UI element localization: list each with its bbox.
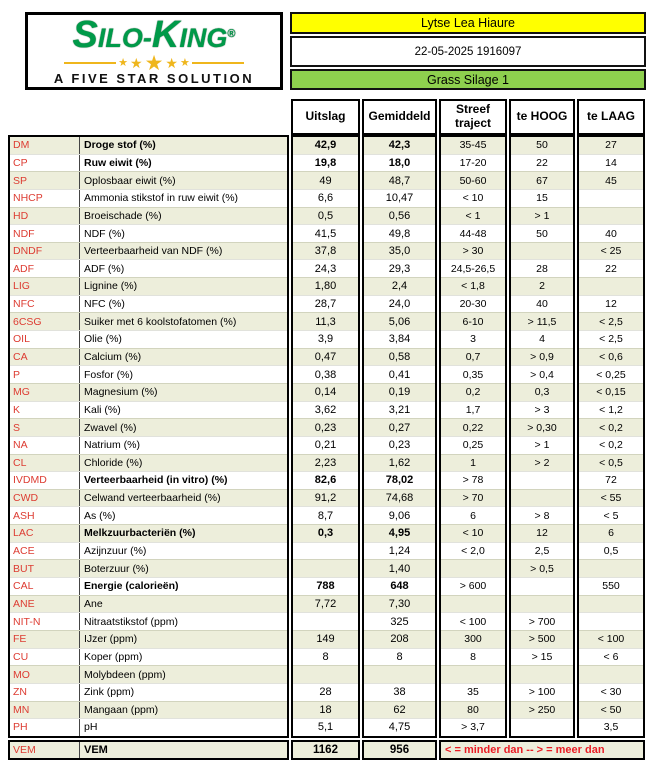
hoog-value-cell: 4 (511, 330, 573, 348)
table-row (10, 683, 287, 701)
laag-value-cell: 3,5 (579, 718, 643, 736)
uitslag-value-cell: 19,8 (293, 154, 358, 172)
uitslag-value-cell: 5,1 (293, 718, 358, 736)
hoog-value-cell: 0,3 (511, 383, 573, 401)
table-row (10, 224, 287, 242)
table-row (10, 718, 287, 736)
legend-footnote: < = minder dan -- > = meer dan (439, 740, 645, 760)
laag-value-cell (579, 277, 643, 295)
row-label: Verteerbaarheid van NDF (%) (84, 245, 223, 258)
laag-value-cell: 550 (579, 577, 643, 595)
row-code: CWD (10, 490, 80, 507)
uitslag-value-cell (293, 542, 358, 560)
table-row (10, 383, 287, 401)
streef-value-cell: 24,5-26,5 (441, 259, 505, 277)
table-row (10, 277, 287, 295)
total-row-code: VEM (10, 742, 80, 758)
gemiddeld-value-cell: 74,68 (364, 489, 435, 507)
laag-value-cell: 0,5 (579, 542, 643, 560)
laag-value-cell: < 55 (579, 489, 643, 507)
hoog-value-cell: 15 (511, 189, 573, 207)
table-row (10, 436, 287, 454)
uitslag-value-cell: 2,23 (293, 454, 358, 472)
hoog-value-cell (511, 471, 573, 489)
uitslag-value-cell: 788 (293, 577, 358, 595)
row-label: Nitraatstikstof (ppm) (84, 615, 178, 628)
hoog-value-cell: 50 (511, 224, 573, 242)
laag-value-cell: 12 (579, 295, 643, 313)
hoog-value-cell: 2,5 (511, 542, 573, 560)
gemiddeld-value-cell: 7,30 (364, 595, 435, 613)
row-label: Oplosbaar eiwit (%) (84, 174, 176, 187)
row-code: LAC (10, 525, 80, 542)
hoog-value-cell: > 0,30 (511, 418, 573, 436)
row-label: Boterzuur (%) (84, 562, 149, 575)
sample-type-banner: Grass Silage 1 (290, 69, 646, 90)
laag-value-cell: 22 (579, 259, 643, 277)
table-row (10, 207, 287, 225)
laag-value-cell: < 30 (579, 683, 643, 701)
laag-value-cell: < 0,15 (579, 383, 643, 401)
laag-value-cell: 45 (579, 171, 643, 189)
hoog-value-cell: > 100 (511, 683, 573, 701)
streef-value-cell: 50-60 (441, 171, 505, 189)
table-row (10, 401, 287, 419)
uitslag-value-cell: 3,62 (293, 401, 358, 419)
table-row (10, 454, 287, 472)
total-row-label: VEM (84, 744, 108, 756)
row-label: Suiker met 6 koolstofatomen (%) (84, 315, 237, 328)
uitslag-value-cell: 0,5 (293, 207, 358, 225)
streef-value-cell (441, 559, 505, 577)
streef-value-cell: < 1,8 (441, 277, 505, 295)
gemiddeld-value-cell: 2,4 (364, 277, 435, 295)
hoog-value-cell: 67 (511, 171, 573, 189)
row-label: Fosfor (%) (84, 368, 134, 381)
streef-value-cell: 6 (441, 506, 505, 524)
laag-value-cell: < 0,5 (579, 454, 643, 472)
streef-value-cell: 0,35 (441, 365, 505, 383)
table-row (10, 242, 287, 260)
row-label: NDF (%) (84, 227, 125, 240)
table-column-te-hoog (509, 135, 575, 738)
row-code: CA (10, 349, 80, 366)
streef-value-cell: 35 (441, 683, 505, 701)
hoog-value-cell: 40 (511, 295, 573, 313)
gemiddeld-value-cell: 648 (364, 577, 435, 595)
row-code: S (10, 419, 80, 436)
table-row (10, 506, 287, 524)
streef-value-cell: 0,7 (441, 348, 505, 366)
laag-value-cell: < 0,25 (579, 365, 643, 383)
hoog-value-cell: > 0,9 (511, 348, 573, 366)
gemiddeld-value-cell: 49,8 (364, 224, 435, 242)
hoog-value-cell (511, 577, 573, 595)
row-label: Lignine (%) (84, 280, 138, 293)
row-label: Ane (84, 597, 103, 610)
total-uitslag-value: 1162 (291, 740, 360, 760)
laag-value-cell: 14 (579, 154, 643, 172)
table-row (10, 330, 287, 348)
table-row (10, 612, 287, 630)
row-code: ANE (10, 596, 80, 613)
gemiddeld-value-cell: 4,95 (364, 524, 435, 542)
hoog-value-cell: > 1 (511, 207, 573, 225)
row-code: K (10, 402, 80, 419)
gemiddeld-value-cell: 0,27 (364, 418, 435, 436)
laag-value-cell: 72 (579, 471, 643, 489)
row-code: CL (10, 455, 80, 472)
streef-value-cell: > 3,7 (441, 718, 505, 736)
laag-value-cell: < 5 (579, 506, 643, 524)
uitslag-value-cell: 82,6 (293, 471, 358, 489)
gemiddeld-value-cell: 0,23 (364, 436, 435, 454)
table-row (10, 489, 287, 507)
table-row (10, 295, 287, 313)
table-column-streef-traject (439, 135, 507, 738)
gemiddeld-value-cell: 62 (364, 701, 435, 719)
row-code: SP (10, 172, 80, 189)
row-code: CU (10, 649, 80, 666)
uitslag-value-cell: 0,23 (293, 418, 358, 436)
gemiddeld-value-cell: 10,47 (364, 189, 435, 207)
gemiddeld-value-cell: 1,62 (364, 454, 435, 472)
row-code: MG (10, 384, 80, 401)
row-label: Zink (ppm) (84, 686, 135, 699)
hoog-value-cell (511, 489, 573, 507)
hoog-value-cell: > 15 (511, 648, 573, 666)
streef-value-cell: < 10 (441, 189, 505, 207)
streef-value-cell: 0,22 (441, 418, 505, 436)
row-code: CP (10, 155, 80, 172)
uitslag-value-cell: 42,9 (293, 137, 358, 154)
streef-value-cell: < 1 (441, 207, 505, 225)
gemiddeld-value-cell: 325 (364, 612, 435, 630)
row-label: Calcium (%) (84, 351, 142, 363)
gemiddeld-value-cell: 42,3 (364, 137, 435, 154)
row-code: HD (10, 208, 80, 225)
uitslag-value-cell: 6,6 (293, 189, 358, 207)
row-code: MN (10, 702, 80, 719)
hoog-value-cell: 28 (511, 259, 573, 277)
hoog-value-cell (511, 242, 573, 260)
uitslag-value-cell: 0,3 (293, 524, 358, 542)
row-label: Molybdeen (ppm) (84, 668, 166, 681)
hoog-value-cell: > 2 (511, 454, 573, 472)
table-row (10, 559, 287, 577)
streef-value-cell (441, 595, 505, 613)
gemiddeld-value-cell: 35,0 (364, 242, 435, 260)
streef-value-cell: 300 (441, 630, 505, 648)
row-code: PH (10, 719, 80, 736)
column-header-te-laag: te LAAG (577, 99, 645, 135)
streef-value-cell: > 600 (441, 577, 505, 595)
gemiddeld-value-cell: 208 (364, 630, 435, 648)
row-code: ACE (10, 543, 80, 560)
uitslag-value-cell: 28 (293, 683, 358, 701)
uitslag-value-cell: 0,14 (293, 383, 358, 401)
gemiddeld-value-cell: 0,41 (364, 365, 435, 383)
row-label: Celwand verteerbaarheid (%) (84, 492, 221, 505)
brand-text: SILO-KING® (72, 14, 236, 56)
brand-tagline: A FIVE STAR SOLUTION (53, 71, 255, 86)
streef-value-cell: 17-20 (441, 154, 505, 172)
row-code: DNDF (10, 243, 80, 260)
laag-value-cell: < 1,2 (579, 401, 643, 419)
table-row (10, 471, 287, 489)
table-left-block (8, 135, 289, 738)
row-label: Ruw eiwit (%) (84, 156, 152, 169)
row-label: Mangaan (ppm) (84, 703, 159, 716)
table-column-uitslag (291, 135, 360, 738)
uitslag-value-cell: 1,80 (293, 277, 358, 295)
row-label: Kali (%) (84, 403, 121, 416)
table-row (10, 524, 287, 542)
row-label: NFC (%) (84, 298, 125, 311)
total-gemiddeld-value: 956 (362, 740, 437, 760)
uitslag-value-cell (293, 612, 358, 630)
hoog-value-cell: > 0,4 (511, 365, 573, 383)
row-label: pH (84, 721, 98, 734)
hoog-value-cell (511, 718, 573, 736)
table-row (10, 542, 287, 560)
hoog-value-cell (511, 595, 573, 613)
row-code: ZN (10, 684, 80, 701)
laag-value-cell: < 0,2 (579, 418, 643, 436)
gemiddeld-value-cell: 9,06 (364, 506, 435, 524)
table-row (10, 648, 287, 666)
hoog-value-cell: > 500 (511, 630, 573, 648)
laag-value-cell: < 2,5 (579, 330, 643, 348)
laag-value-cell: < 25 (579, 242, 643, 260)
gemiddeld-value-cell: 18,0 (364, 154, 435, 172)
uitslag-value-cell: 0,21 (293, 436, 358, 454)
row-label: Chloride (%) (84, 456, 143, 469)
streef-value-cell (441, 665, 505, 683)
row-label: Verteerbaarheid (in vitro) (%) (84, 474, 228, 487)
laag-value-cell: 40 (579, 224, 643, 242)
hoog-value-cell: 2 (511, 277, 573, 295)
row-label: Droge stof (%) (84, 139, 156, 152)
laag-value-cell (579, 189, 643, 207)
table-row (10, 137, 287, 154)
uitslag-value-cell (293, 559, 358, 577)
gemiddeld-value-cell: 8 (364, 648, 435, 666)
gemiddeld-value-cell: 1,40 (364, 559, 435, 577)
row-label: Energie (calorieën) (84, 580, 179, 593)
streef-value-cell: 0,25 (441, 436, 505, 454)
column-header-gemiddeld: Gemiddeld (362, 99, 437, 135)
table-row (10, 418, 287, 436)
streef-value-cell: < 2,0 (441, 542, 505, 560)
gemiddeld-value-cell: 3,21 (364, 401, 435, 419)
streef-value-cell: 35-45 (441, 137, 505, 154)
farm-name-banner: Lytse Lea Hiaure (290, 12, 646, 34)
streef-value-cell: 80 (441, 701, 505, 719)
table-row (10, 701, 287, 719)
hoog-value-cell: > 3 (511, 401, 573, 419)
gemiddeld-value-cell (364, 665, 435, 683)
hoog-value-cell: 12 (511, 524, 573, 542)
row-code: OIL (10, 331, 80, 348)
row-code: NFC (10, 296, 80, 313)
streef-value-cell: > 30 (441, 242, 505, 260)
row-code: NIT-N (10, 613, 80, 630)
streef-value-cell: > 70 (441, 489, 505, 507)
row-label: Natrium (%) (84, 439, 141, 452)
streef-value-cell: 6-10 (441, 312, 505, 330)
row-code: DM (10, 137, 80, 154)
gemiddeld-value-cell: 3,84 (364, 330, 435, 348)
table-row (10, 630, 287, 648)
uitslag-value-cell: 28,7 (293, 295, 358, 313)
uitslag-value-cell: 0,47 (293, 348, 358, 366)
table-row (10, 365, 287, 383)
row-code: IVDMD (10, 472, 80, 489)
uitslag-value-cell: 41,5 (293, 224, 358, 242)
column-header-streef-traject: Streef traject (439, 99, 507, 135)
row-code: NA (10, 437, 80, 454)
laag-value-cell (579, 595, 643, 613)
row-label: ADF (%) (84, 262, 125, 275)
uitslag-value-cell: 11,3 (293, 312, 358, 330)
laag-value-cell: < 100 (579, 630, 643, 648)
gemiddeld-value-cell: 48,7 (364, 171, 435, 189)
table-row (10, 348, 287, 366)
gemiddeld-value-cell: 0,19 (364, 383, 435, 401)
laag-value-cell: < 50 (579, 701, 643, 719)
streef-value-cell: 8 (441, 648, 505, 666)
streef-value-cell: < 10 (441, 524, 505, 542)
streef-value-cell: 1,7 (441, 401, 505, 419)
row-code: ADF (10, 260, 80, 277)
row-label: Broeischade (%) (84, 209, 162, 222)
streef-value-cell: > 78 (441, 471, 505, 489)
table-column-te-laag (577, 135, 645, 738)
hoog-value-cell: > 700 (511, 612, 573, 630)
hoog-value-cell (511, 665, 573, 683)
row-label: IJzer (ppm) (84, 633, 138, 646)
uitslag-value-cell (293, 665, 358, 683)
row-code: NDF (10, 225, 80, 242)
laag-value-cell (579, 559, 643, 577)
uitslag-value-cell: 8,7 (293, 506, 358, 524)
gemiddeld-value-cell: 29,3 (364, 259, 435, 277)
streef-value-cell: 0,2 (441, 383, 505, 401)
laag-value-cell: < 0,2 (579, 436, 643, 454)
hoog-value-cell: > 0,5 (511, 559, 573, 577)
laag-value-cell: 6 (579, 524, 643, 542)
table-row (10, 189, 287, 207)
laag-value-cell (579, 207, 643, 225)
hoog-value-cell: > 250 (511, 701, 573, 719)
table-row (10, 171, 287, 189)
gemiddeld-value-cell: 0,58 (364, 348, 435, 366)
total-row-vem (8, 740, 289, 760)
laag-value-cell: 27 (579, 137, 643, 154)
table-row (10, 595, 287, 613)
gemiddeld-value-cell: 0,56 (364, 207, 435, 225)
row-label: Zwavel (%) (84, 421, 137, 434)
uitslag-value-cell: 8 (293, 648, 358, 666)
row-label: Ammonia stikstof in ruw eiwit (%) (84, 192, 239, 205)
uitslag-value-cell: 91,2 (293, 489, 358, 507)
row-code: CAL (10, 578, 80, 595)
uitslag-value-cell: 7,72 (293, 595, 358, 613)
streef-value-cell: 20-30 (441, 295, 505, 313)
streef-value-cell: < 100 (441, 612, 505, 630)
hoog-value-cell: 50 (511, 137, 573, 154)
row-code: NHCP (10, 190, 80, 207)
hoog-value-cell: > 1 (511, 436, 573, 454)
hoog-value-cell: 22 (511, 154, 573, 172)
hoog-value-cell: > 11,5 (511, 312, 573, 330)
row-code: MO (10, 666, 80, 683)
uitslag-value-cell: 0,38 (293, 365, 358, 383)
table-row (10, 259, 287, 277)
row-label: Olie (%) (84, 333, 122, 346)
laag-value-cell (579, 665, 643, 683)
row-label: Azijnzuur (%) (84, 545, 147, 558)
laag-value-cell: < 2,5 (579, 312, 643, 330)
hoog-value-cell: > 8 (511, 506, 573, 524)
gemiddeld-value-cell: 38 (364, 683, 435, 701)
table-row (10, 665, 287, 683)
row-label: Koper (ppm) (84, 650, 143, 663)
row-code: P (10, 366, 80, 383)
sample-info: 22-05-2025 1916097 (290, 36, 646, 67)
row-label: As (%) (84, 509, 116, 522)
row-label: Magnesium (%) (84, 386, 158, 399)
silo-king-logo (25, 12, 283, 90)
laag-value-cell (579, 612, 643, 630)
uitslag-value-cell: 3,9 (293, 330, 358, 348)
row-code: ASH (10, 507, 80, 524)
table-row (10, 154, 287, 172)
row-label: Melkzuurbacteriën (%) (84, 527, 196, 540)
streef-value-cell: 1 (441, 454, 505, 472)
uitslag-value-cell: 24,3 (293, 259, 358, 277)
uitslag-value-cell: 37,8 (293, 242, 358, 260)
table-row (10, 312, 287, 330)
gemiddeld-value-cell: 1,24 (364, 542, 435, 560)
row-code: 6CSG (10, 313, 80, 330)
uitslag-value-cell: 149 (293, 630, 358, 648)
uitslag-value-cell: 49 (293, 171, 358, 189)
streef-value-cell: 3 (441, 330, 505, 348)
streef-value-cell: 44-48 (441, 224, 505, 242)
gemiddeld-value-cell: 4,75 (364, 718, 435, 736)
row-code: LIG (10, 278, 80, 295)
table-row (10, 577, 287, 595)
column-header-te-hoog: te HOOG (509, 99, 575, 135)
laag-value-cell: < 6 (579, 648, 643, 666)
gemiddeld-value-cell: 5,06 (364, 312, 435, 330)
uitslag-value-cell: 18 (293, 701, 358, 719)
column-header-uitslag: Uitslag (291, 99, 360, 135)
gemiddeld-value-cell: 24,0 (364, 295, 435, 313)
row-code: FE (10, 631, 80, 648)
table-column-gemiddeld (362, 135, 437, 738)
gemiddeld-value-cell: 78,02 (364, 471, 435, 489)
row-code: BUT (10, 560, 80, 577)
laag-value-cell: < 0,6 (579, 348, 643, 366)
five-stars-icon: ★ ★ ★ ★ ★ (64, 55, 244, 71)
